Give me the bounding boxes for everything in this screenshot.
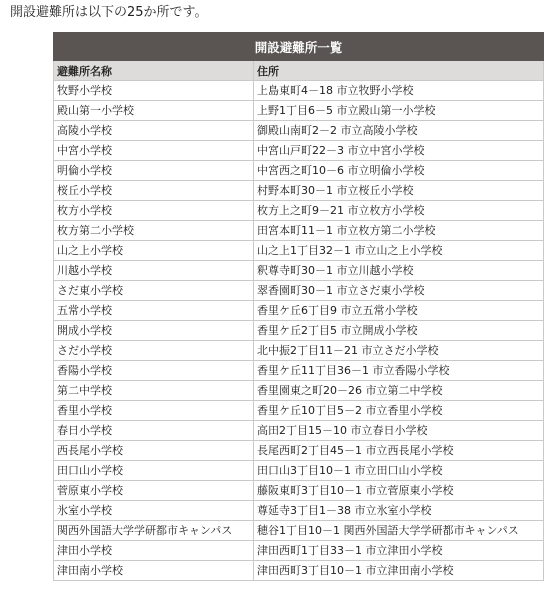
table-row (54, 501, 544, 521)
address-cell: 田口山3丁目10－1 市立田口山小学校 (254, 461, 544, 481)
shelter-name-cell: 関西外国語大学学研都市キャンパス (54, 521, 254, 541)
header-address: 住所 (254, 61, 544, 81)
table-caption: 開設避難所一覧 (54, 33, 544, 61)
shelter-name-cell: 氷室小学校 (54, 501, 254, 521)
table-row (54, 241, 544, 261)
table-row (54, 181, 544, 201)
shelter-name-cell: 津田小学校 (54, 541, 254, 561)
table-row (54, 321, 544, 341)
shelter-table-container (53, 32, 543, 581)
shelter-name-cell: 開成小学校 (54, 321, 254, 341)
table-row (54, 281, 544, 301)
table-row (54, 561, 544, 581)
shelter-name-cell: 牧野小学校 (54, 81, 254, 101)
table-row (54, 461, 544, 481)
shelter-name-cell: 山之上小学校 (54, 241, 254, 261)
table-row (54, 401, 544, 421)
shelter-name-cell: さだ東小学校 (54, 281, 254, 301)
table-row (54, 361, 544, 381)
address-cell: 翠香園町30－1 市立さだ東小学校 (254, 281, 544, 301)
address-cell: 尊延寺3丁目1－38 市立氷室小学校 (254, 501, 544, 521)
shelter-name-cell: 川越小学校 (54, 261, 254, 281)
shelter-name-cell: 中宮小学校 (54, 141, 254, 161)
address-cell: 御殿山南町2－2 市立高陵小学校 (254, 121, 544, 141)
shelter-name-cell: 第二中学校 (54, 381, 254, 401)
shelter-name-cell: 枚方小学校 (54, 201, 254, 221)
address-cell: 上島東町4－18 市立牧野小学校 (254, 81, 544, 101)
table-row (54, 381, 544, 401)
address-cell: 中宮西之町10－6 市立明倫小学校 (254, 161, 544, 181)
address-cell: 藤阪東町3丁目10－1 市立菅原東小学校 (254, 481, 544, 501)
address-cell: 中宮山戸町22－3 市立中宮小学校 (254, 141, 544, 161)
address-cell: 上野1丁目6－5 市立殿山第一小学校 (254, 101, 544, 121)
address-cell: 釈尊寺町30－1 市立川越小学校 (254, 261, 544, 281)
shelter-table (53, 32, 544, 581)
table-row (54, 261, 544, 281)
table-row (54, 441, 544, 461)
table-row (54, 301, 544, 321)
table-row (54, 421, 544, 441)
table-row (54, 81, 544, 101)
shelter-name-cell: 津田南小学校 (54, 561, 254, 581)
shelter-name-cell: さだ小学校 (54, 341, 254, 361)
address-cell: 枚方上之町9－21 市立枚方小学校 (254, 201, 544, 221)
table-row (54, 141, 544, 161)
address-cell: 津田西町1丁目33－1 市立津田小学校 (254, 541, 544, 561)
address-cell: 津田西町3丁目10－1 市立津田南小学校 (254, 561, 544, 581)
shelter-name-cell: 春日小学校 (54, 421, 254, 441)
shelter-name-cell: 高陵小学校 (54, 121, 254, 141)
shelter-name-cell: 五常小学校 (54, 301, 254, 321)
table-row (54, 481, 544, 501)
address-cell: 田宮本町11－1 市立枚方第二小学校 (254, 221, 544, 241)
address-cell: 長尾西町2丁目45－1 市立西長尾小学校 (254, 441, 544, 461)
shelter-name-cell: 枚方第二小学校 (54, 221, 254, 241)
table-row (54, 541, 544, 561)
address-cell: 北中振2丁目11－21 市立さだ小学校 (254, 341, 544, 361)
header-shelter-name: 避難所名称 (54, 61, 254, 81)
address-cell: 香里園東之町20－26 市立第二中学校 (254, 381, 544, 401)
table-row (54, 341, 544, 361)
address-cell: 高田2丁目15－10 市立春日小学校 (254, 421, 544, 441)
shelter-name-cell: 明倫小学校 (54, 161, 254, 181)
shelter-name-cell: 香里小学校 (54, 401, 254, 421)
table-row (54, 101, 544, 121)
address-cell: 穂谷1丁目10－1 関西外国語大学学研都市キャンパス (254, 521, 544, 541)
table-row (54, 521, 544, 541)
shelter-name-cell: 殿山第一小学校 (54, 101, 254, 121)
shelter-name-cell: 田口山小学校 (54, 461, 254, 481)
address-cell: 村野本町30－1 市立桜丘小学校 (254, 181, 544, 201)
table-row (54, 161, 544, 181)
shelter-name-cell: 西長尾小学校 (54, 441, 254, 461)
address-cell: 山之上1丁目32－1 市立山之上小学校 (254, 241, 544, 261)
address-cell: 香里ケ丘2丁目5 市立開成小学校 (254, 321, 544, 341)
shelter-name-cell: 菅原東小学校 (54, 481, 254, 501)
address-cell: 香里ケ丘6丁目9 市立五常小学校 (254, 301, 544, 321)
intro-text: 開設避難所は以下の25か所です。 (10, 5, 208, 20)
shelter-name-cell: 桜丘小学校 (54, 181, 254, 201)
shelter-name-cell: 香陽小学校 (54, 361, 254, 381)
table-body (54, 81, 544, 581)
table-row (54, 221, 544, 241)
table-row (54, 121, 544, 141)
address-cell: 香里ケ丘11丁目36－1 市立香陽小学校 (254, 361, 544, 381)
table-row (54, 201, 544, 221)
address-cell: 香里ケ丘10丁目5－2 市立香里小学校 (254, 401, 544, 421)
